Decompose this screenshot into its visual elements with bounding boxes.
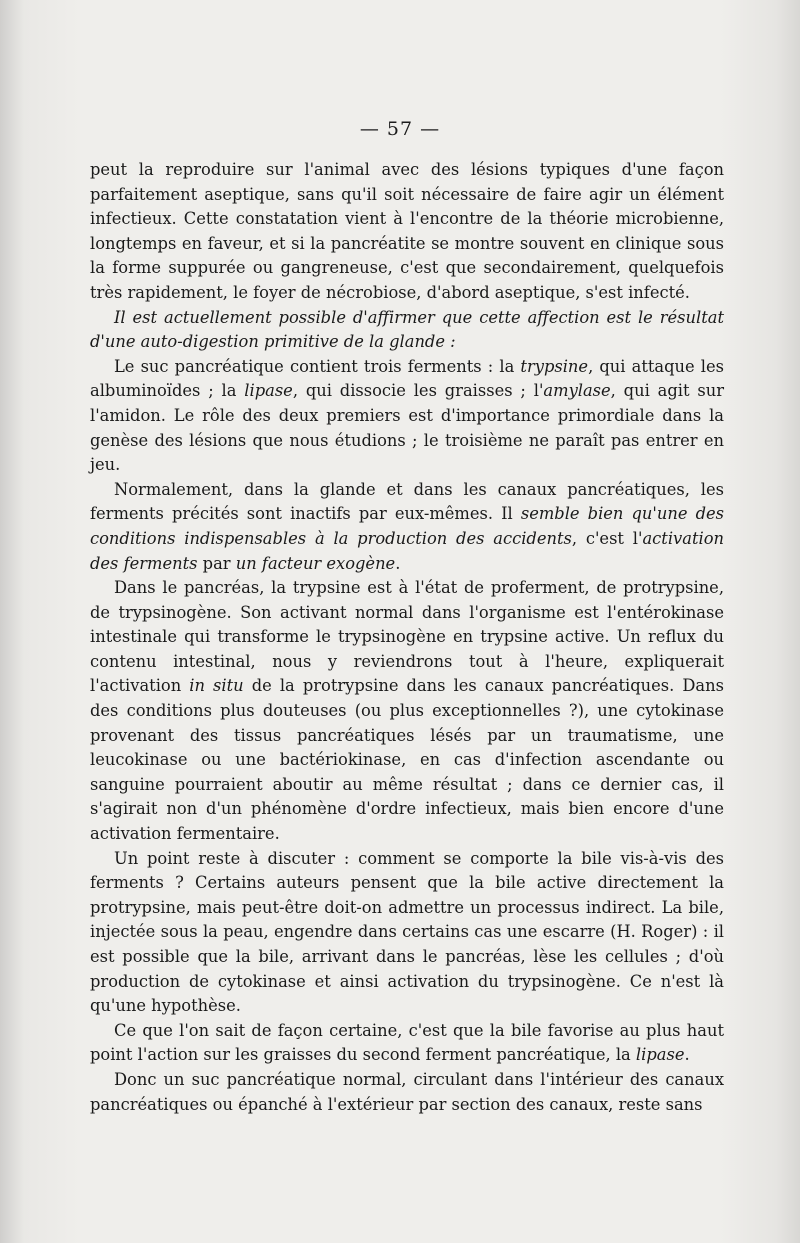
- page-number: — 57 —: [359, 118, 441, 140]
- text-run: Dans le pancréas, la trypsine est à l'état de proferment, de protrypsine, de trypsinogène. Son activant normal dans l'organisme est l'entérokinase intestinale qui transforme le trypsinogène en trypsine active. Un reflux du contenu intestinal, nous y reviendrons tout à l'heure, expliquerait l'activation: [90, 578, 724, 696]
- text-run: Donc un suc pancréatique normal, circulant dans l'intérieur des canaux pancréatiques ou épanché à l'extérieur par section des canaux, reste sans: [90, 1069, 724, 1114]
- italic-run: amylase: [543, 381, 611, 401]
- paragraph: [90, 478, 724, 576]
- italic-run: activation des ferments: [90, 528, 724, 573]
- text-run: .: [684, 1045, 690, 1065]
- body-text: [90, 158, 724, 1117]
- paragraph: [90, 306, 724, 355]
- text-run: de la protrypsine dans les canaux pancréatiques. Dans des conditions plus douteuses (ou plus exceptionnelles ?), une cytokinase provenant des tissus pancréatiques lésés par un traumatisme, une leucokinase ou une bactériokinase, en cas d'infection ascendante ou sanguine pourraient aboutir au même résultat ; dans ce dernier cas, il s'agirait non d'un phénomène d'ordre infectieux, mais bien encore d'une activation fermentaire.: [90, 676, 724, 844]
- text-run: Le suc pancréatique contient trois ferments : la: [114, 356, 521, 376]
- text-run: Ce que l'on sait de façon certaine, c'est que la bile favorise au plus haut point l'action sur les graisses du second ferment pancréatique, la: [90, 1020, 724, 1065]
- italic-run: trypsine: [520, 356, 589, 376]
- text-run: Normalement, dans la glande et dans les canaux pancréatiques, les ferments précités sont inactifs par eux-mêmes. Il: [90, 479, 724, 524]
- text-run: , c'est l': [571, 528, 643, 548]
- paragraph: [90, 1019, 724, 1068]
- paragraph: [90, 576, 724, 847]
- text-run: , qui dissocie les graisses ; l': [292, 381, 544, 401]
- italic-run: lipase: [244, 381, 293, 401]
- italic-run: un facteur exogène: [235, 553, 396, 573]
- italic-run: lipase: [635, 1045, 685, 1065]
- paragraph: [90, 355, 724, 478]
- text-run: , qui attaque les albuminoïdes ; la: [90, 356, 724, 401]
- paragraph: [90, 1068, 724, 1117]
- text-run: .: [395, 553, 401, 573]
- paragraph: [90, 158, 724, 306]
- text-run: , qui agit sur l'amidon. Le rôle des deux premiers est d'importance primordiale dans la genèse des lésions que nous étudions ; le troisième ne paraît pas entrer en jeu.: [90, 381, 724, 475]
- italic-run: Il est actuellement possible d'affirmer que cette affection est le résultat d'une auto-digestion primitive de la glande :: [90, 307, 724, 352]
- text-run: Un point reste à discuter : comment se comporte la bile vis-à-vis des ferments ? Certains auteurs pensent que la bile active directement la protrypsine, mais peut-être doit-on admettre un processus indirect. La bile, injectée sous la peau, engendre dans certains cas une escarre (H. Roger) : il est possible que la bile, arrivant dans le pancréas, lèse les cellules ; d'où production de cytokinase et ainsi activation du trypsinogène. Ce n'est là qu'une hypothèse.: [90, 848, 724, 1016]
- italic-run: semble bien qu'une des conditions indispensables à la production des accidents: [90, 504, 724, 548]
- text-run: par: [197, 553, 236, 573]
- paragraph: [90, 847, 724, 1019]
- italic-run: in situ: [189, 676, 244, 696]
- text-run: peut la reproduire sur l'animal avec des lésions typiques d'une façon parfaitement aseptique, sans qu'il soit nécessaire de faire agir un élément infectieux. Cette constatation vient à l'encontre de la théorie microbienne, longtemps en faveur, et si la pancréatite se montre souvent en clinique sous la forme suppurée ou gangreneuse, c'est que secondairement, quelquefois très rapidement, le foyer de nécrobiose, d'abord aseptique, s'est infecté.: [90, 160, 724, 302]
